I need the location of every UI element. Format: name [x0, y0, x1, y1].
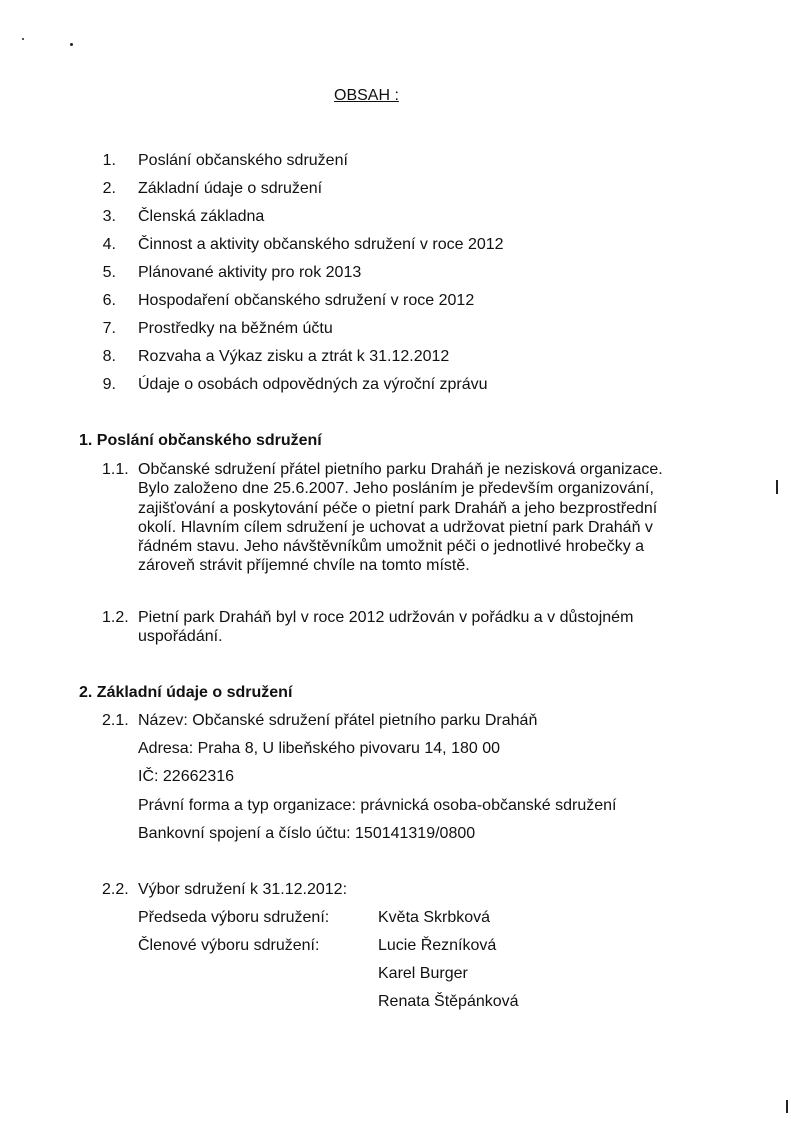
document-title: OBSAH :: [334, 87, 399, 104]
chair-name: Květa Skrbková: [378, 909, 491, 926]
org-name: Název: Občanské sdružení přátel pietního parku Draháň: [138, 712, 538, 729]
toc-item: Základní údaje o sdružení: [138, 180, 323, 197]
toc-item: Údaje o osobách odpovědných za výroční zprávu: [138, 376, 488, 393]
member-name: Renata Štěpánková: [378, 993, 519, 1010]
section-1-heading: 1. Poslání občanského sdružení: [79, 432, 322, 449]
toc-item: Rozvaha a Výkaz zisku a ztrát k 31.12.2012: [138, 348, 450, 365]
toc-item: Členská základna: [138, 208, 265, 225]
scan-speck: [22, 38, 24, 40]
toc-item: Poslání občanského sdružení: [138, 152, 348, 169]
item-number: 2.1.: [102, 712, 129, 729]
chair-label: Předseda výboru sdružení:: [138, 909, 330, 926]
org-bank: Bankovní spojení a číslo účtu: 150141319/0800: [138, 825, 476, 842]
toc-number: 1.: [102, 152, 116, 169]
scan-speck: [776, 480, 778, 494]
toc-item: Plánované aktivity pro rok 2013: [138, 264, 362, 281]
toc-item: Činnost a aktivity občanského sdružení v roce 2012: [138, 236, 504, 253]
item-number: 1.2.: [102, 609, 129, 626]
toc-number: 5.: [102, 264, 116, 281]
toc-item: Prostředky na běžném účtu: [138, 320, 333, 337]
org-ic: IČ: 22662316: [138, 768, 235, 785]
toc-number: 7.: [102, 320, 116, 337]
scan-speck: [786, 1100, 788, 1113]
item-number: 1.1.: [102, 461, 129, 478]
members-label: Členové výboru sdružení:: [138, 937, 320, 954]
member-name: Lucie Řezníková: [378, 937, 497, 954]
org-address: Adresa: Praha 8, U libeňského pivovaru 14, 180 00: [138, 740, 501, 757]
toc-item: Hospodaření občanského sdružení v roce 2012: [138, 292, 475, 309]
toc-number: 8.: [102, 348, 116, 365]
member-name: Karel Burger: [378, 965, 468, 982]
org-legal-form: Právní forma a typ organizace: právnická osoba-občanské sdružení: [138, 797, 617, 814]
toc-number: 2.: [102, 180, 116, 197]
committee-title: Výbor sdružení k 31.12.2012:: [138, 881, 348, 898]
toc-number: 4.: [102, 236, 116, 253]
toc-number: 3.: [102, 208, 116, 225]
section-1-paragraph: Pietní park Draháň byl v roce 2012 udržován v pořádku a v důstojném uspořádání.: [138, 609, 634, 646]
toc-number: 6.: [102, 292, 116, 309]
toc-number: 9.: [102, 376, 116, 393]
section-1-paragraph: Občanské sdružení přátel pietního parku Draháň je nezisková organizace. Bylo založeno dne 25.6.2007. Jeho posláním je především organizování, zajišťování a poskytování péče o pietní park Draháň a jeho bezprostřední okolí. Hlavním cílem sdružení je uchovat a udržovat pietní park Draháň v řádném stavu. Jeho návštěvníkům umožnit péči o jednotlivé hrobečky a zároveň strávit příjemné chvíle na tomto místě.: [138, 461, 663, 575]
scan-speck: [70, 43, 73, 46]
section-2-heading: 2. Základní údaje o sdružení: [79, 684, 293, 701]
item-number: 2.2.: [102, 881, 129, 898]
